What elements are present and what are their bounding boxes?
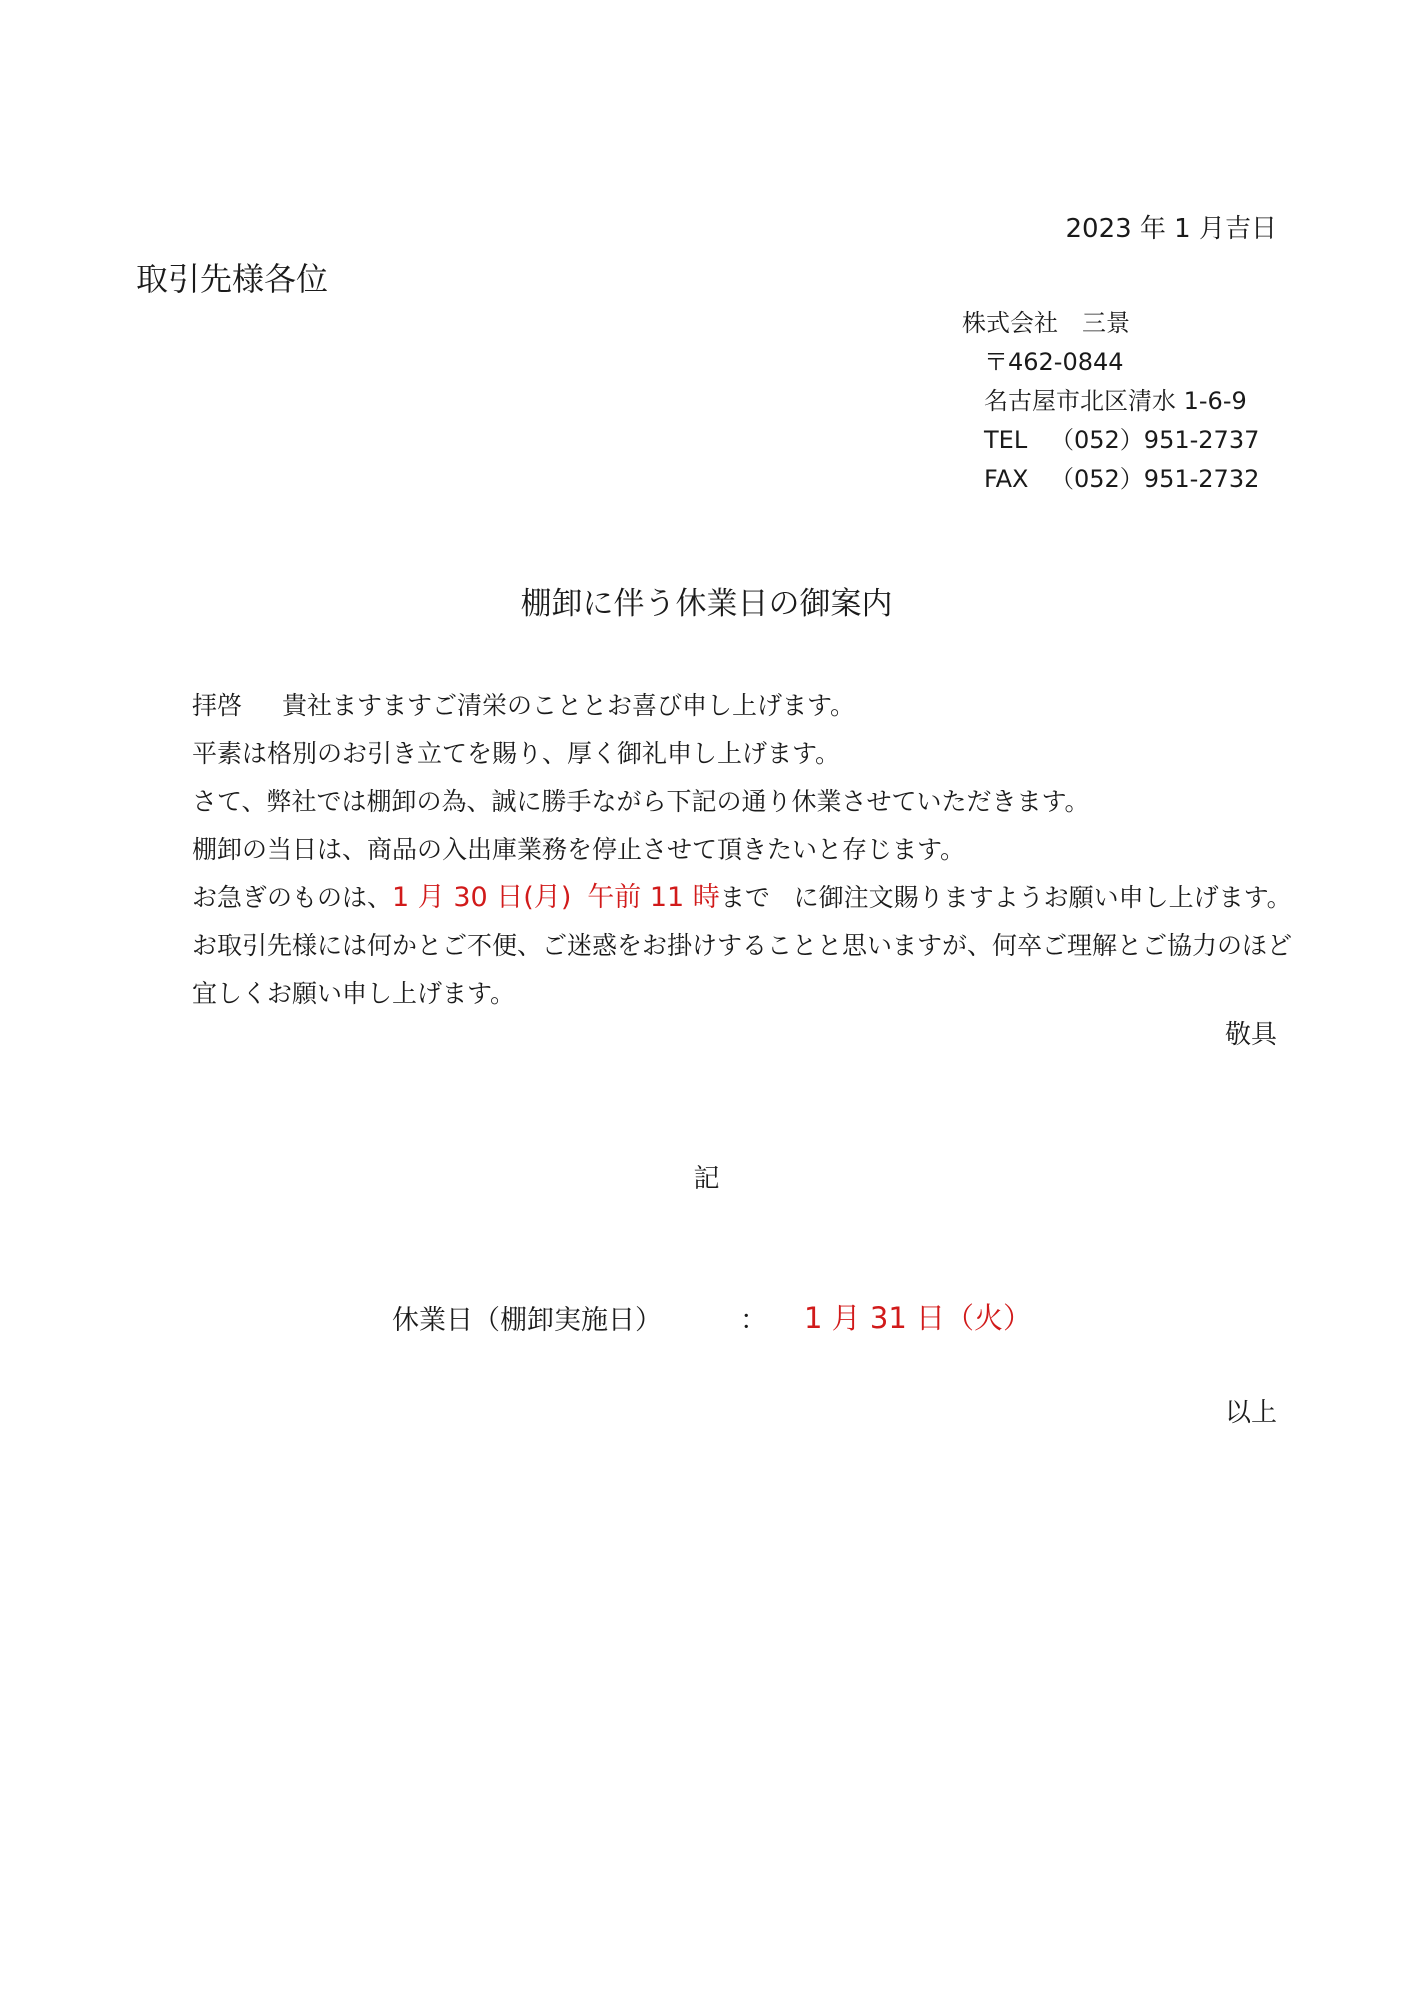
deadline-until: まで	[719, 883, 770, 912]
body-line-7: 宜しくお願い申し上げます。	[192, 979, 516, 1008]
body-line-3: さて、弊社では棚卸の為、誠に勝手ながら下記の通り休業させていただきます。	[192, 787, 1090, 816]
body-line-5	[192, 874, 1292, 922]
fax-label: FAX	[984, 465, 1029, 493]
deadline-request: に御注文賜りますようお願い申し上げます。	[793, 883, 1292, 912]
holiday-label: 休業日（棚卸実施日）	[392, 1305, 662, 1336]
document-date: 2023 年 1 月吉日	[1065, 214, 1277, 244]
closing-ijou: 以上	[1224, 1398, 1277, 1428]
fax-number: （052）951-2732	[1050, 465, 1260, 493]
sender-tel	[984, 421, 1259, 460]
greeting-text: 貴社ますますご清栄のこととお喜び申し上げます。	[282, 691, 856, 720]
closing-keigu: 敬具	[1224, 1020, 1277, 1050]
holiday-date: 1 月 31 日（火）	[804, 1301, 1033, 1335]
tel-number: （052）951-2737	[1050, 426, 1260, 454]
sender-address: 名古屋市北区清水 1-6-9	[984, 387, 1247, 415]
sender-postal: 〒462-0844	[984, 348, 1124, 376]
body-line-6: お取引先様には何かとご不便、ご迷惑をお掛けすることと思いますが、何卒ご理解とご協力のほど	[192, 931, 1293, 960]
body-line-2: 平素は格別のお引き立てを賜り、厚く御礼申し上げます。	[192, 739, 841, 768]
sender-block	[962, 304, 1259, 499]
document-title: 棚卸に伴う休業日の御案内	[520, 586, 893, 622]
tel-label: TEL	[984, 426, 1028, 454]
body-line-4: 棚卸の当日は、商品の入出庫業務を停止させて頂きたいと存じます。	[192, 835, 966, 864]
ki-heading: 記	[693, 1164, 720, 1194]
deadline-intro: お急ぎのものは、	[192, 883, 393, 912]
greeting-head: 拝啓	[192, 691, 243, 720]
deadline-time: 午前 11 時	[587, 882, 720, 913]
holiday-colon: ：	[740, 1305, 767, 1336]
sender-fax	[984, 460, 1259, 499]
body-line-1	[192, 682, 1292, 730]
addressee: 取引先様各位	[136, 260, 329, 298]
sender-company: 株式会社 三景	[962, 309, 1130, 337]
deadline-date: 1 月 30 日(月)	[392, 882, 572, 913]
letter-body	[192, 682, 1292, 1018]
